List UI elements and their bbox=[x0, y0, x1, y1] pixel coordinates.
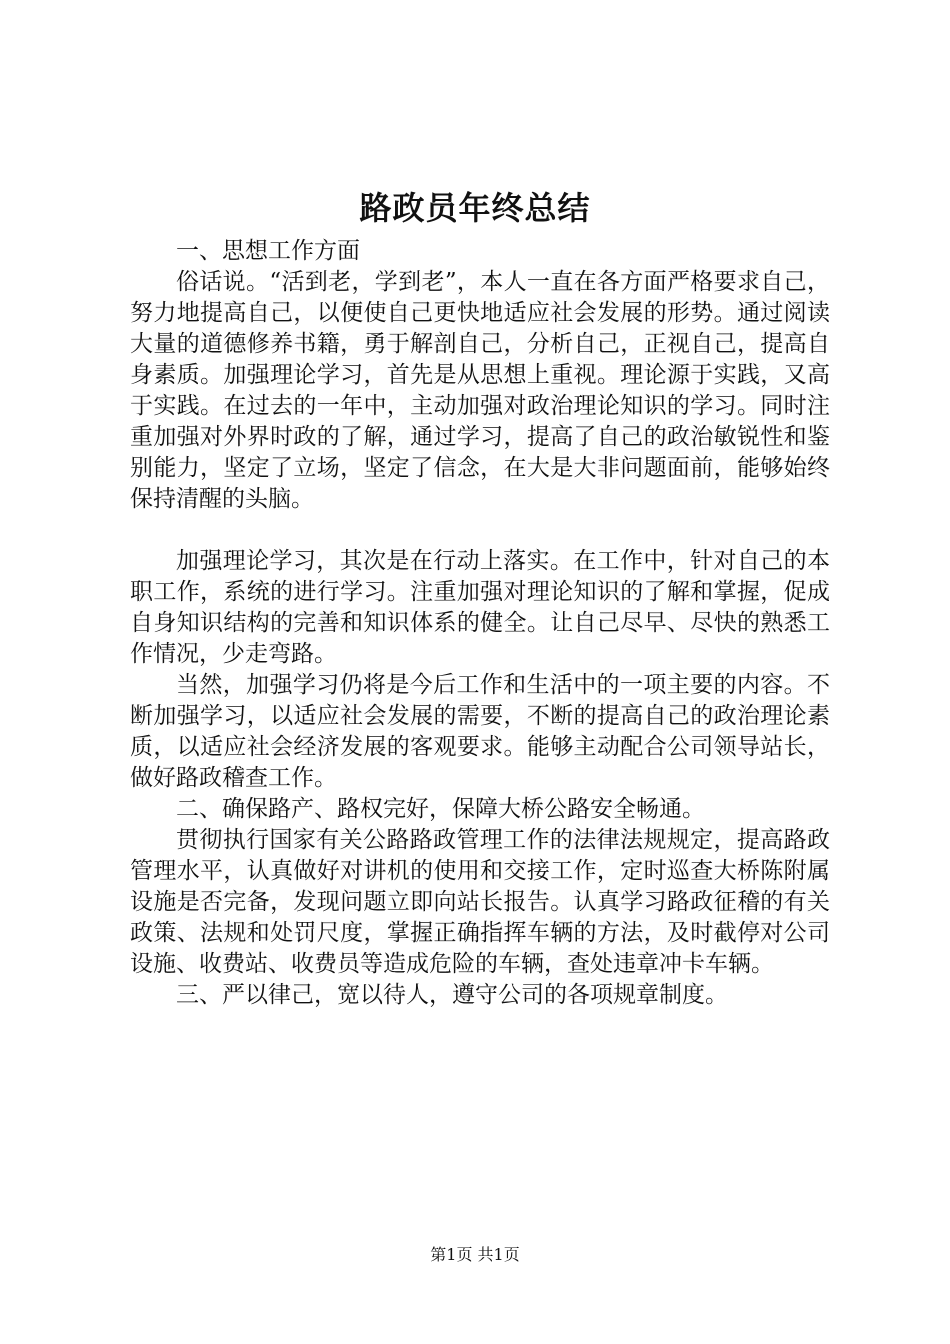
paragraph: 贯彻执行国家有关公路路政管理工作的法律法规规定，提高路政管理水平，认真做好对讲机的使用和交接工作，定时巡查大桥陈附属设施是否完备，发现问题立即向站长报告。认真学习路政征稽的有关政策、法规和处罚尺度，掌握正确指挥车辆的方法，及时截停对公司设施、收费站、收费员等造成危险的车辆，查处违章冲卡车辆。 bbox=[130, 827, 830, 977]
section-heading-2: 二、确保路产、路权完好，保障大桥公路安全畅通。 bbox=[176, 796, 705, 822]
paragraph: 俗话说。“活到老，学到老”，本人一直在各方面严格要求自己，努力地提高自己，以便使自己更快地适应社会发展的形势。通过阅读大量的道德修养书籍，勇于解剖自己，分析自己，正视自己，提高自身素质。加强理论学习，首先是从思想上重视。理论源于实践，又高于实践。在过去的一年中，主动加强对政治理论知识的学习。同时注重加强对外界时政的了解，通过学习，提高了自己的政治敏锐性和鉴别能力，坚定了立场，坚定了信念，在大是大非问题面前，能够始终保持清醒的头脑。 bbox=[130, 269, 830, 512]
paragraph: 当然，加强学习仍将是今后工作和生活中的一项主要的内容。不断加强学习，以适应社会发展的需要，不断的提高自己的政治理论素质，以适应社会经济发展的客观要求。能够主动配合公司领导站长，做好路政稽查工作。 bbox=[130, 672, 830, 791]
section-heading-1: 一、思想工作方面 bbox=[176, 238, 360, 264]
paragraph: 加强理论学习，其次是在行动上落实。在工作中，针对自己的本职工作，系统的进行学习。注重加强对理论知识的了解和掌握，促成自身知识结构的完善和知识体系的健全。让自己尽早、尽快的熟悉工作情况，少走弯路。 bbox=[130, 548, 830, 667]
document-body bbox=[130, 236, 830, 1011]
section-heading-3: 三、严以律己，宽以待人，遵守公司的各项规章制度。 bbox=[176, 982, 728, 1008]
document-title: 路政员年终总结 bbox=[359, 189, 591, 227]
page-number-footer: 第1页 共1页 bbox=[430, 1245, 520, 1264]
